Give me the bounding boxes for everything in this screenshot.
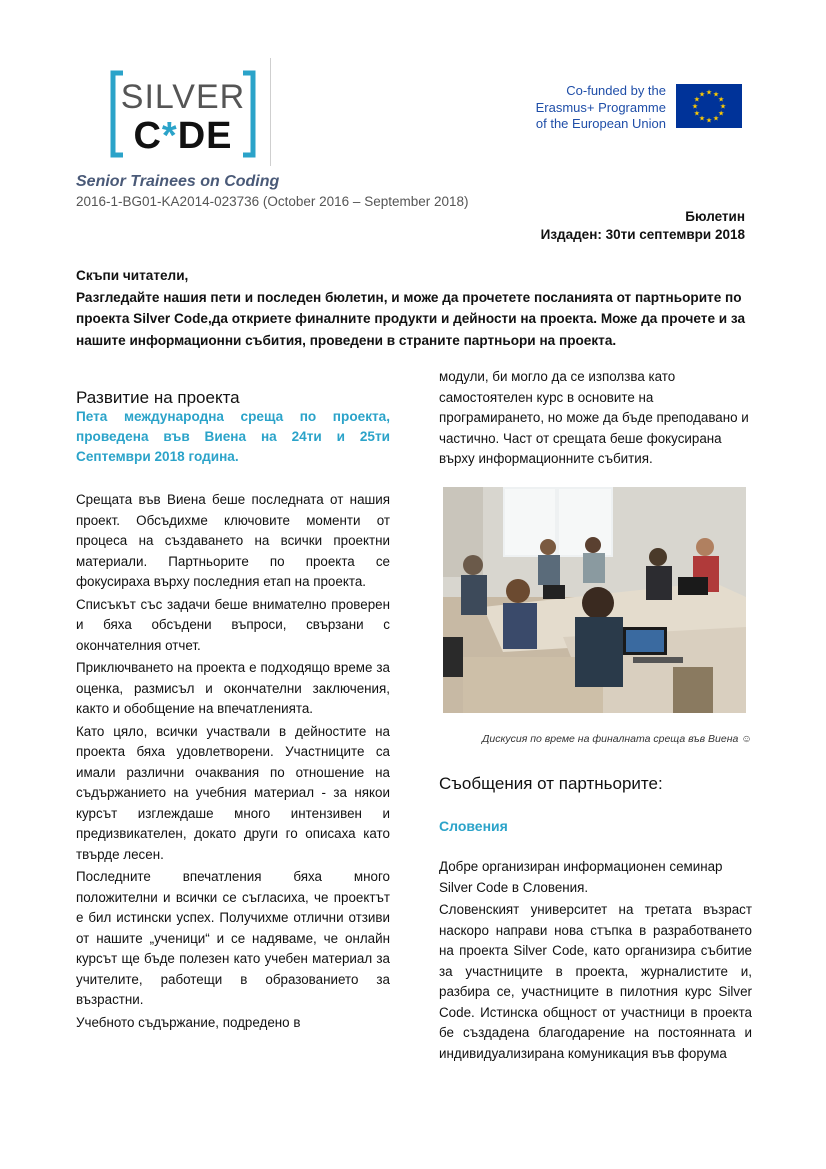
slovenia-body xyxy=(439,857,752,1066)
paragraph: Словенският университет на третата възраст наскоро направи нова стъпка в разработването на проекта Silver Code, като организира събитие за участниците в проекта, журналистите и, разбира се, участниците в пилотния курс Silver Code. Истинска общност от участници в проекта бе създадена благодарение на постоянната и индивидуализирана комуникация във форума xyxy=(439,902,752,1061)
paragraph: Списъкът със задачи беше внимателно проверен и бяха обсъдени въпроси, свързани с окончателния отчет. xyxy=(76,596,390,653)
continued-paragraph: модули, би могло да се използва като самостоятелен курс в основите на програмирането, но може да бъде преподавано и частично. Част от срещата беше фокусирана върху информационните събития. xyxy=(439,369,749,466)
paragraph: Добре организиран информационен семинар Silver Code в Словения. xyxy=(439,859,723,895)
newsletter-label: Бюлетин xyxy=(685,209,745,224)
eu-star-icon: ★ xyxy=(719,103,727,111)
country-heading-slovenia: Словения xyxy=(439,818,508,834)
project-tagline: Senior Trainees on Coding xyxy=(76,173,280,190)
eu-star-icon: ★ xyxy=(693,110,701,118)
photo-caption: Дискусия по време на финалната среща във Виена ☺ xyxy=(481,733,752,745)
svg-text:SILVER: SILVER xyxy=(120,78,246,116)
intro-greeting: Скъпи читатели, xyxy=(76,268,189,283)
paragraph: Срещата във Виена беше последната от нашия проект. Обсъдихме ключовите моменти от процеса на създаването на всички проектни материали. Партньорите по проекта се фокусираха върху последния етап на проекта. xyxy=(76,492,390,589)
section-heading-development: Развитие на проекта xyxy=(76,388,240,407)
eu-star-icon: ★ xyxy=(717,110,725,118)
eu-line: of the European Union xyxy=(535,116,666,131)
meeting-photo xyxy=(443,487,746,713)
intro-text: Разгледайте нашия пети и последен бюлетин, и може да прочетете посланията от партньорите по проекта Silver Code,да откриете финалните продукти и дейности на проекта. Може да прочете и за нашите информационни събития, проведени в страните партньори на проекта. xyxy=(76,289,746,348)
intro-block xyxy=(76,265,750,351)
issue-date: Издаден: 30ти септември 2018 xyxy=(540,227,745,242)
left-column-body xyxy=(76,490,390,1035)
section-heading-partners: Съобщения от партньорите: xyxy=(439,774,663,793)
eu-line: Erasmus+ Programme xyxy=(535,99,666,115)
eu-cofunded-text xyxy=(520,83,666,133)
paragraph: Приключването на проекта е подходящо време за оценка, размисъл и окончателни заключения, както и обобщение на впечатленията. xyxy=(76,660,390,716)
eu-star-icon: ★ xyxy=(698,115,706,123)
silver-code-logo xyxy=(109,70,257,158)
eu-star-icon: ★ xyxy=(712,91,720,99)
eu-star-icon: ★ xyxy=(693,96,701,104)
paragraph: Последните впечатления бяха много положителни и всички се съгласиха, че проектът е бил истински успех. Получихме отлични отзиви от нашите „ученици“ и се надяваме, че онлайн курсът ще бъде полезен като учебен материал за учителите, работещи в образованието за възрастни. xyxy=(76,869,390,1007)
eu-star-icon: ★ xyxy=(705,89,713,97)
project-id: 2016-1-BG01-KA2014-023736 (October 2016 – September 2018) xyxy=(76,194,469,209)
eu-star-icon: ★ xyxy=(691,103,699,111)
eu-star-icon: ★ xyxy=(712,115,720,123)
meeting-subheading: Пета международна среща по проекта, проведена във Виена на 24ти и 25ти Септември 2018 година. xyxy=(76,409,390,464)
eu-star-icon: ★ xyxy=(698,91,706,99)
paragraph: Учебното съдържание, подредено в xyxy=(76,1014,301,1030)
svg-text:C*DE: C*DE xyxy=(133,115,233,157)
eu-line: Co-funded by the xyxy=(566,83,666,98)
logo-divider xyxy=(270,58,271,166)
eu-flag-icon xyxy=(676,84,742,128)
paragraph: Като цяло, всички участвали в дейностите на проекта бяха удовлетворени. Участниците са имали различни очаквания по отношение на съдържанието на учебния материал - за някои курсът изглеждаше много интензивен и предизвикателен, докато други го описаха като твърде лесен. xyxy=(76,723,390,862)
eu-star-icon: ★ xyxy=(705,117,713,125)
eu-star-icon: ★ xyxy=(717,96,725,104)
